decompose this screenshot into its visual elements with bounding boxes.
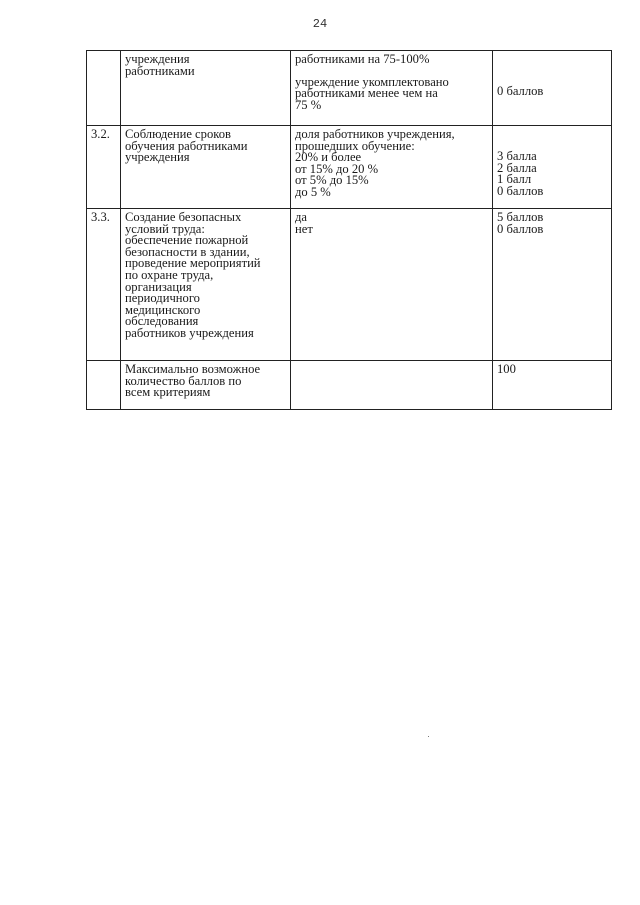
criterion-name-cell xyxy=(121,126,291,209)
criterion-number-cell xyxy=(87,126,121,209)
criterion-name-line: безопасности в здании, xyxy=(125,244,250,259)
criterion-name-line: условий труда: xyxy=(125,221,205,236)
criterion-name-line: количество баллов по xyxy=(125,373,242,388)
score-value: 0 баллов xyxy=(497,221,544,236)
indicator-cell xyxy=(291,209,493,361)
score-cell xyxy=(493,51,612,126)
indicator-line: доля работников учреждения, xyxy=(295,127,455,141)
indicator-line: нет xyxy=(295,221,313,236)
criterion-name-line: Соблюдение сроков xyxy=(125,127,231,141)
criterion-number: 3.3. xyxy=(91,210,110,224)
indicator-line: от 5% до 15% xyxy=(295,173,369,188)
criterion-name-line: работниками xyxy=(125,63,195,78)
criterion-name-line: обеспечение пожарной xyxy=(125,233,249,248)
score-value: 1 балл xyxy=(497,172,532,187)
table-row xyxy=(87,126,612,209)
indicator-line: 75 % xyxy=(295,97,322,112)
indicator-line: прошедших обучение: xyxy=(295,138,415,153)
score-value: 2 балла xyxy=(497,160,537,175)
criterion-name-cell xyxy=(121,209,291,361)
criterion-name-line: проведение мероприятий xyxy=(125,256,261,271)
score-value: 5 баллов xyxy=(497,210,544,224)
score-value: 3 балла xyxy=(497,149,537,163)
criterion-name-line: работников учреждения xyxy=(125,325,254,340)
table-row xyxy=(87,51,612,126)
criterion-name-line: по охране труда, xyxy=(125,267,214,282)
score-value: 0 баллов xyxy=(497,84,544,98)
score-value: 100 xyxy=(497,362,516,376)
indicator-line: 20% и более xyxy=(295,150,362,165)
indicator-cell xyxy=(291,126,493,209)
indicator-line: учреждение укомплектовано xyxy=(295,74,449,89)
indicator-line: работниками менее чем на xyxy=(295,86,438,101)
score-cell xyxy=(493,126,612,209)
criterion-number-cell xyxy=(87,209,121,361)
table-row xyxy=(87,209,612,361)
score-cell xyxy=(493,209,612,361)
criterion-name-cell xyxy=(121,51,291,126)
indicator-line: работниками на 75-100% xyxy=(295,52,430,66)
criterion-name-line: периодичного xyxy=(125,291,200,306)
criterion-number-cell xyxy=(87,51,121,126)
criterion-name-line: Максимально возможное xyxy=(125,362,261,376)
criterion-name-line: учреждения xyxy=(125,150,190,165)
score-cell xyxy=(493,361,612,410)
indicator-line: да xyxy=(295,210,307,224)
criteria-table xyxy=(86,50,612,410)
indicator-line: до 5 % xyxy=(295,184,331,199)
criterion-name-cell xyxy=(121,361,291,410)
criterion-number: 3.2. xyxy=(91,127,110,141)
criterion-name-line: обследования xyxy=(125,314,199,329)
criterion-name-line: Создание безопасных xyxy=(125,210,242,224)
criterion-name-line: всем критериям xyxy=(125,385,211,400)
criterion-name-line: медицинского xyxy=(125,302,201,317)
indicator-line: от 15% до 20 % xyxy=(295,161,379,176)
indicator-cell xyxy=(291,51,493,126)
criterion-number-cell xyxy=(87,361,121,410)
table-row xyxy=(87,361,612,410)
criterion-name-line: обучения работниками xyxy=(125,138,248,153)
score-value: 0 баллов xyxy=(497,183,544,198)
criterion-name-line: учреждения xyxy=(125,52,190,66)
scan-speck xyxy=(428,736,429,737)
page-number: 24 xyxy=(312,17,328,31)
criterion-name-line: организация xyxy=(125,279,192,294)
indicator-cell xyxy=(291,361,493,410)
